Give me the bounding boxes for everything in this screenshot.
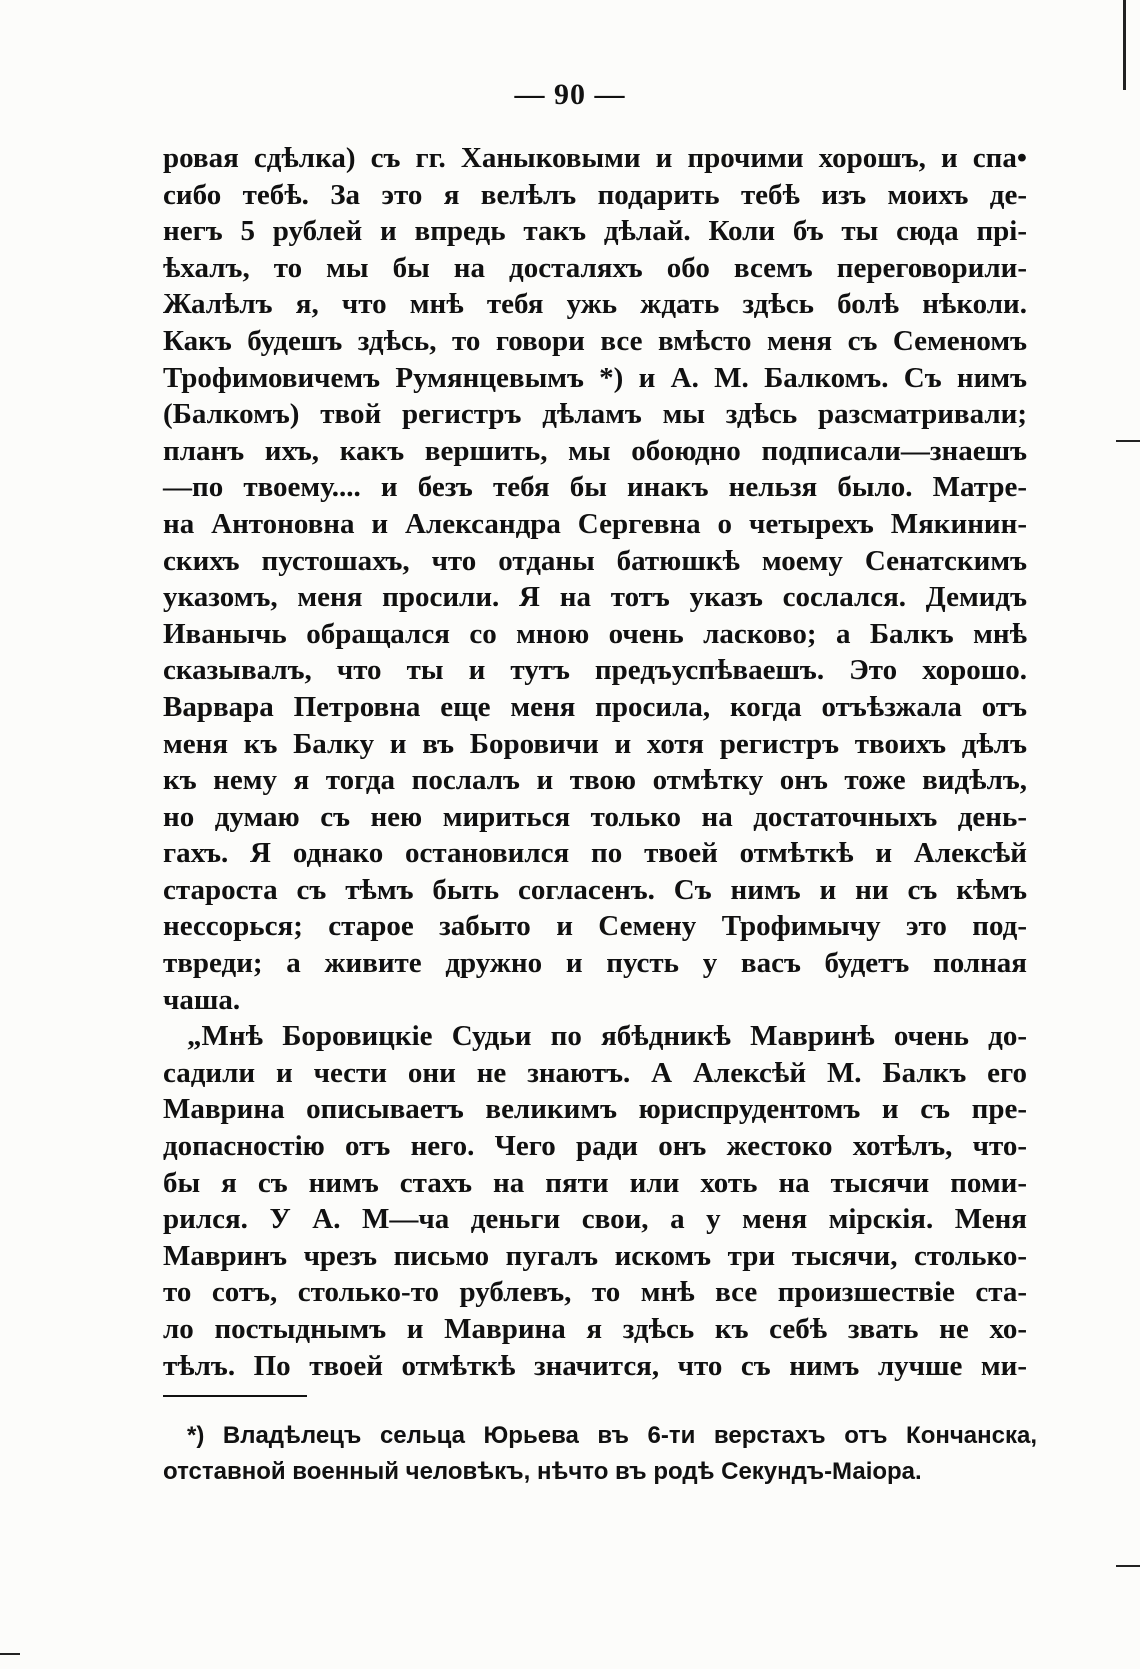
text-line: допасностію отъ него. Чего ради онъ жестоко хотѣлъ, что- xyxy=(163,1130,1027,1163)
text-line: Иванычь обращался со мною очень ласково; а Балкъ мнѣ xyxy=(163,617,1027,650)
text-line: рился. У А. М—ча деньги свои, а у меня мірскія. Меня xyxy=(163,1203,1027,1236)
scan-edge-mark xyxy=(1123,0,1126,90)
text-line: (Балкомъ) твой регистръ дѣламъ мы здѣсь разсматривали; xyxy=(163,398,1027,431)
text-line: Мавринъ чрезъ письмо пугалъ искомъ три тысячи, столько- xyxy=(163,1239,1027,1272)
text-line: чаша. xyxy=(163,983,241,1016)
text-line: негъ 5 рублей и впредь такъ дѣлай. Коли бъ ты сюда прі- xyxy=(163,215,1027,248)
text-line: Жалѣлъ я, что мнѣ тебя ужь ждать здѣсь болѣ нѣколи. xyxy=(163,288,1027,321)
text-line: скихъ пустошахъ, что отданы батюшкѣ моему Сенатскимъ xyxy=(163,544,1027,577)
text-line: меня къ Балку и въ Боровичи и хотя регистръ твоихъ дѣлъ xyxy=(163,727,1027,760)
text-line: къ нему я тогда послалъ и твою отмѣтку онъ тоже видѣлъ, xyxy=(163,764,1027,797)
text-line: планъ ихъ, какъ вершить, мы обоюдно подписали—знаешъ xyxy=(163,434,1027,467)
text-line: ло постыднымъ и Маврина я здѣсь къ себѣ звать не хо- xyxy=(163,1313,1027,1345)
text-line: „Мнѣ Боровицкіе Судьи по ябѣдникѣ Мавринѣ очень до- xyxy=(187,1020,1027,1053)
text-line: садили и чести они не знаютъ. А Алексѣй М. Балкъ его xyxy=(163,1056,1027,1089)
text-line: нессорься; старое забыто и Семену Трофимычу это под- xyxy=(163,910,1027,943)
text-line: но думаю съ нею мириться только на достаточныхъ день- xyxy=(163,800,1027,833)
text-line: староста съ тѣмъ быть согласенъ. Съ нимъ и ни съ кѣмъ xyxy=(163,873,1027,906)
scan-edge-mark xyxy=(1116,440,1140,442)
text-line: бы я съ нимъ стахъ на пяти или хоть на тысячи поми- xyxy=(163,1166,1027,1199)
footnote-line: *) Владѣлецъ сельца Юрьева въ 6-ти верстахъ отъ Кончанска, xyxy=(187,1422,1037,1449)
text-line: Варвара Петровна еще меня просила, когда отъѣзжала отъ xyxy=(163,690,1027,723)
text-line: ѣхалъ, то мы бы на досталяхъ обо всемъ переговорили- xyxy=(163,251,1027,284)
body-text xyxy=(163,140,1027,1384)
text-line: сибо тебѣ. За это я велѣлъ подарить тебѣ изъ моихъ де- xyxy=(163,178,1027,211)
footnote-line: отставной военный человѣкъ, нѣчто въ родѣ Секундъ-Маіора. xyxy=(163,1458,922,1485)
text-line: Какъ будешъ здѣсь, то говори все вмѣсто меня съ Семеномъ xyxy=(163,324,1027,357)
footnote xyxy=(163,1418,1037,1490)
text-line: то сотъ, столько-то рублевъ, то мнѣ все произшествіе ста- xyxy=(163,1276,1027,1309)
text-line: на Антоновна и Александра Сергевна о четырехъ Мякинин- xyxy=(163,507,1027,540)
text-line: указомъ, меня просили. Я на тотъ указъ сослался. Демидъ xyxy=(163,581,1027,614)
scan-edge-mark xyxy=(1116,1565,1140,1567)
text-line: —по твоему.... и безъ тебя бы инакъ нельзя было. Матре- xyxy=(163,471,1027,504)
scan-edge-mark xyxy=(0,1653,20,1655)
text-line: сказывалъ, что ты и тутъ предъуспѣваешъ. Это хорошо. xyxy=(163,654,1027,687)
text-line: тѣлъ. По твоей отмѣткѣ значится, что съ нимъ лучше ми- xyxy=(163,1349,1027,1382)
text-line: Маврина описываетъ великимъ юриспрудентомъ и съ пре- xyxy=(163,1093,1027,1126)
text-line: ровая сдѣлка) съ гг. Ханыковыми и прочими хорошъ, и спа• xyxy=(163,142,1027,174)
text-line: твреди; а живите дружно и пусть у васъ будетъ полная xyxy=(163,947,1027,980)
text-line: гахъ. Я однако остановился по твоей отмѣткѣ и Алексѣй xyxy=(163,837,1027,870)
text-line: Трофимовичемъ Румянцевымъ *) и А. М. Балкомъ. Съ нимъ xyxy=(163,361,1027,394)
page-number: — 90 — xyxy=(514,78,626,111)
footnote-divider xyxy=(163,1395,307,1397)
